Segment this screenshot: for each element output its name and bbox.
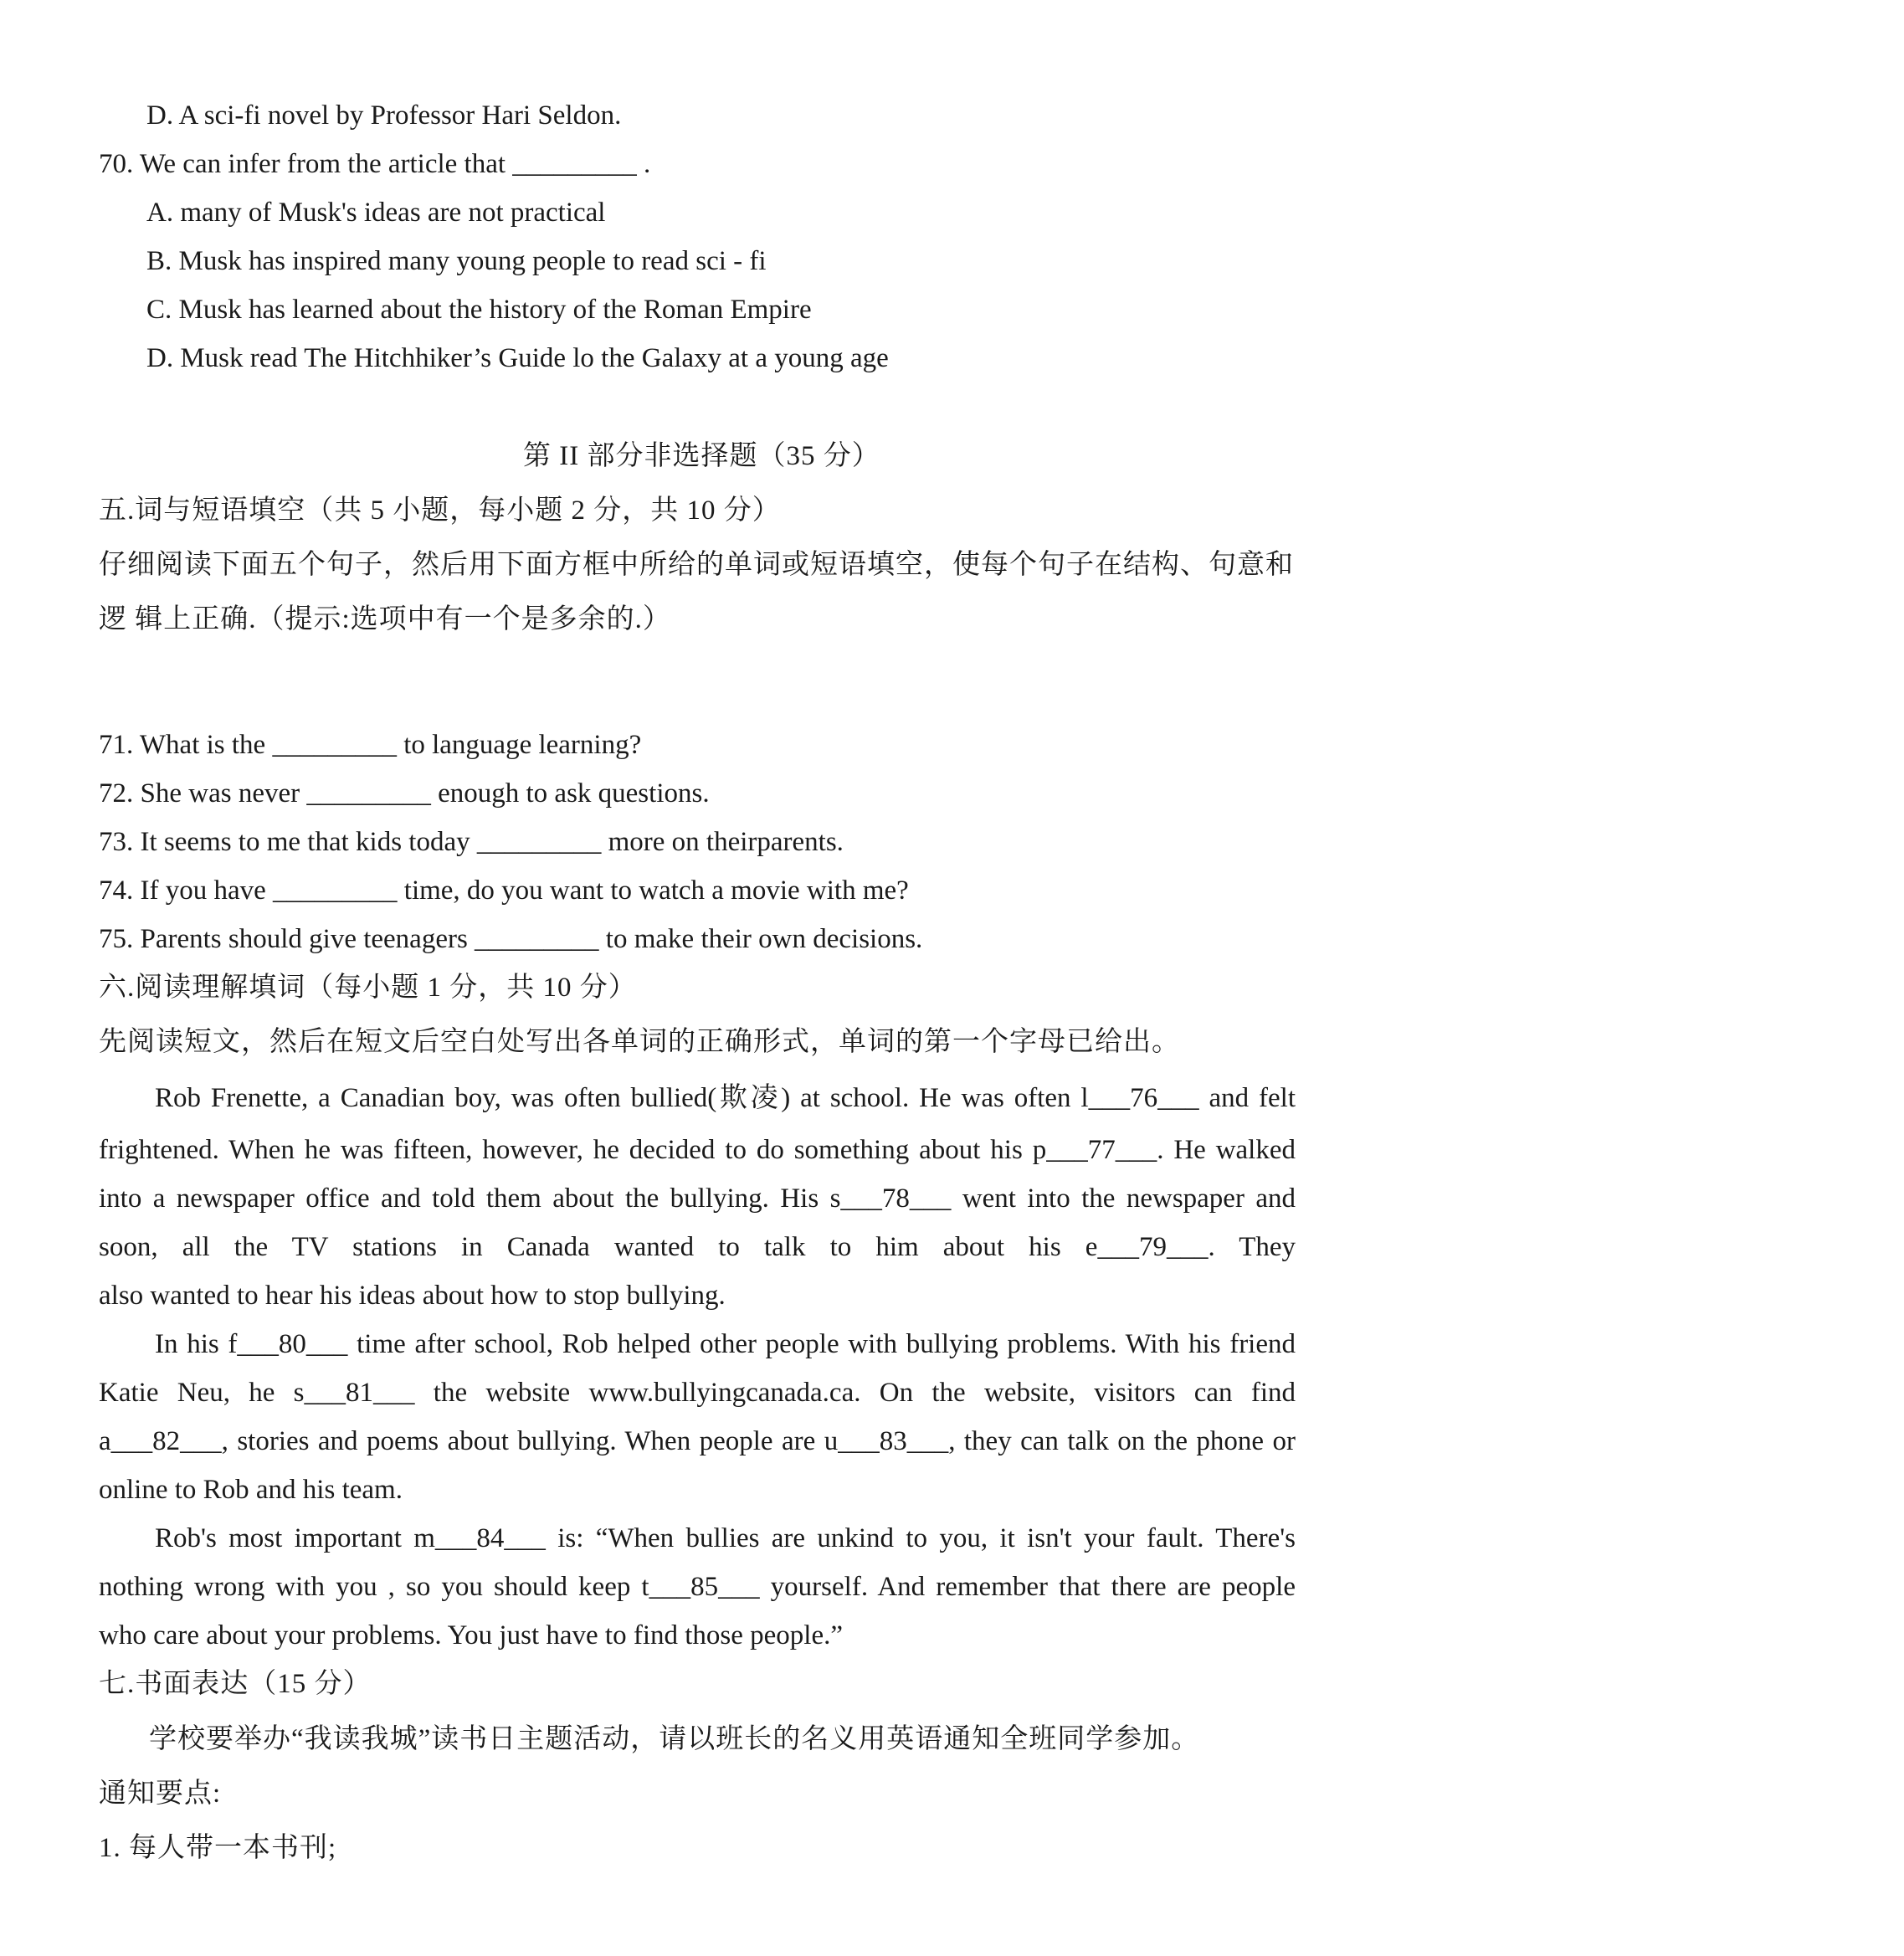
question-72: 72. She was never _________ enough to ask questions.: [99, 778, 710, 809]
q70-option-b: B. Musk has inspired many young people to read sci - fi: [146, 246, 767, 276]
q69-option-d: D. A sci-fi novel by Professor Hari Seldon.: [146, 100, 622, 131]
passage-p3-line1-text: Rob's most important m___84___ is: “When bullies are unkind to you, it isn't your fault. There's: [155, 1523, 1296, 1553]
passage-p2-line2: [99, 1376, 1296, 1409]
passage-p1-line4-text: soon, all the TV stations in Canada wanted to talk to him about his e___79___. They: [99, 1232, 1296, 1262]
passage-p1-line1-text: Rob Frenette, a Canadian boy, was often bullied(欺凌) at school. He was often l___76___ and felt: [155, 1083, 1296, 1113]
q70-option-a: A. many of Musk's ideas are not practical: [146, 198, 606, 228]
section7-heading: 七.书面表达（15 分）: [99, 1669, 372, 1699]
question-73: 73. It seems to me that kids today _________ more on theirparents.: [99, 827, 844, 857]
passage-p3-line1: [155, 1522, 1296, 1555]
passage-p2-line3-text: a___82___, stories and poems about bullying. When people are u___83___, they can talk on the phone or: [99, 1426, 1296, 1456]
passage-p3-line2: [99, 1570, 1296, 1604]
question-75: 75. Parents should give teenagers _________ to make their own decisions.: [99, 924, 923, 954]
section7-prompt: 学校要举办“我读我城”读书日主题活动，请以班长的名义用英语通知全班同学参加。: [149, 1724, 1200, 1754]
passage-p1-line2-text: frightened. When he was fifteen, however, he decided to do something about his p___77___. He walked: [99, 1135, 1296, 1165]
passage-p1-line3: [99, 1182, 1296, 1215]
section7-points-label: 通知要点:: [99, 1779, 222, 1809]
passage-p1-line1: [155, 1081, 1296, 1115]
part2-title: 第 II 部分非选择题（35 分）: [523, 441, 880, 471]
passage-p1-line3-text: into a newspaper office and told them about the bullying. His s___78___ went into the newspaper and: [99, 1183, 1296, 1214]
passage-p3-line2-text: nothing wrong with you , so you should keep t___85___ yourself. And remember that there are people: [99, 1572, 1296, 1602]
section6-instruction: 先阅读短文，然后在短文后空白处写出各单词的正确形式，单词的第一个字母已给出。: [99, 1027, 1180, 1057]
passage-p2-line3: [99, 1425, 1296, 1458]
q70-option-d: D. Musk read The Hitchhiker’s Guide lo the Galaxy at a young age: [146, 343, 889, 373]
q70-stem: 70. We can infer from the article that _________ .: [99, 149, 651, 179]
question-74: 74. If you have _________ time, do you want to watch a movie with me?: [99, 875, 909, 906]
passage-p1-line4: [99, 1230, 1296, 1264]
section7-point-1: 1. 每人带一本书刊;: [99, 1833, 337, 1863]
passage-p2-line4: online to Rob and his team.: [99, 1475, 403, 1505]
section5-heading: 五.词与短语填空（共 5 小题，每小题 2 分，共 10 分）: [99, 495, 781, 526]
passage-p2-line1: [155, 1327, 1296, 1361]
passage-p1-line2: [99, 1133, 1296, 1167]
section5-instruction-line1: 仔细阅读下面五个句子，然后用下面方框中所给的单词或短语填空，使每个句子在结构、句意和: [99, 550, 1294, 580]
section5-instruction-line2: 逻 辑上正确.（提示:选项中有一个是多余的.）: [99, 604, 671, 634]
passage-p2-line2-text: Katie Neu, he s___81___ the website www.bullyingcanada.ca. On the website, visitors can find: [99, 1378, 1296, 1408]
passage-p3-line3: who care about your problems. You just have to find those people.”: [99, 1620, 844, 1651]
question-71: 71. What is the _________ to language learning?: [99, 730, 642, 760]
passage-p2-line1-text: In his f___80___ time after school, Rob helped other people with bullying problems. With his friend: [155, 1329, 1296, 1359]
passage-p1-line5: also wanted to hear his ideas about how to stop bullying.: [99, 1281, 726, 1311]
section6-heading: 六.阅读理解填词（每小题 1 分，共 10 分）: [99, 973, 637, 1003]
q70-option-c: C. Musk has learned about the history of the Roman Empire: [146, 295, 812, 325]
